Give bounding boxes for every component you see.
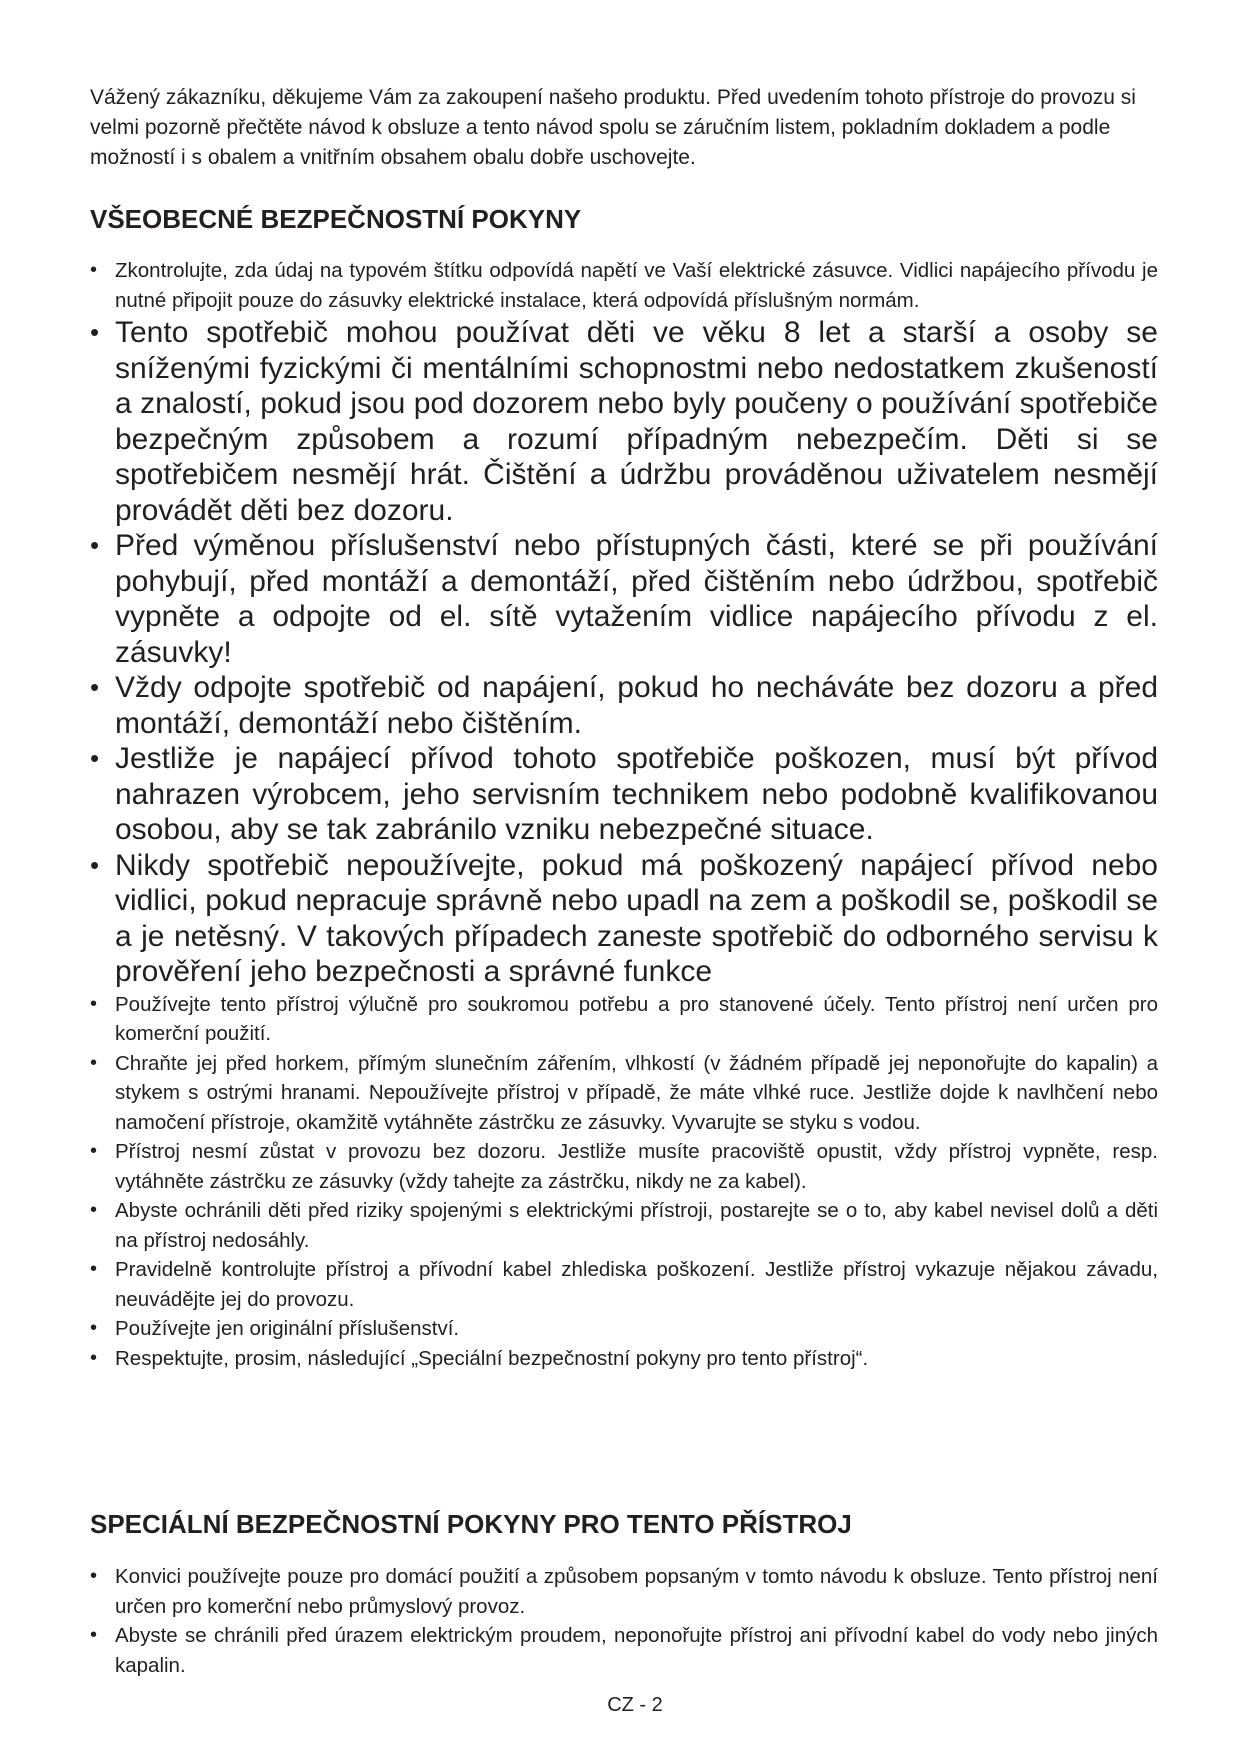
list-item: • Přístroj nesmí zůstat v provozu bez dozoru. Jestliže musíte pracoviště opustit, vždy přístroj vypněte, resp. vytáhněte zástrčku ze zásuvky (vždy tahejte za zástrčku, nikdy ne za kabel).: [90, 1137, 1158, 1196]
list-item: • Před výměnou příslušenství nebo přístupných části, které se při používání pohybují, před montáží a demontáží, před čištěním nebo údržbou, spotřebič vypněte a odpojte od el. sítě vytažením vidlice napájecího přívodu z el. zásuvky!: [90, 529, 1158, 669]
list-item: • Používejte tento přístroj výlučně pro soukromou potřebu a pro stanovené účely. Tento přístroj není určen pro komerční použití.: [90, 990, 1158, 1049]
intro-paragraph: Vážený zákazníku, děkujeme Vám za zakoupení našeho produktu. Před uvedením tohoto přístroje do provozu si velmi pozorně přečtěte návod k obsluze a tento návod spolu se záručním listem, pokladním dokladem a podle možností i s obalem a vnitřním obsahem obalu dobře uschovejte.: [90, 86, 1136, 169]
bullet-icon: •: [90, 1317, 98, 1339]
list-item: • Tento spotřebič mohou používat děti ve věku 8 let a starší a osoby se sníženými fyzickými či mentálními schopnostmi nebo nedostatkem zkušeností a znalostí, pokud jsou pod dozorem nebo byly poučeny o používání spotřebiče bezpečným způsobem a rozumí případným nebezpečím. Děti si se spotřebičem nesmějí hrát. Čištění a údržbu prováděnou uživatelem nesmějí provádět děti bez dozoru.: [90, 316, 1158, 527]
list-item: • Konvici používejte pouze pro domácí použití a způsobem popsaným v tomto návodu k obsluze. Tento přístroj není určen pro komerční nebo průmyslový provoz.: [90, 1562, 1158, 1621]
bullet-icon: •: [90, 849, 100, 880]
bullet-icon: •: [90, 1199, 98, 1221]
list-item: • Abyste ochránili děti před riziky spojenými s elektrickými přístroji, postarejte se o to, aby kabel nevisel dolů a děti na přístroj nedosáhly.: [90, 1196, 1158, 1255]
bullet-icon: •: [90, 1258, 98, 1280]
bullet-icon: •: [90, 317, 100, 347]
bullet-icon: •: [90, 1624, 98, 1646]
list-item: • Používejte jen originální příslušenství.: [90, 1314, 1158, 1344]
list-item: • Abyste se chránili před úrazem elektrickým proudem, neponořujte přístroj ani přívodní kabel do vody nebo jiných kapalin.: [90, 1621, 1158, 1680]
list-item: • Chraňte jej před horkem, přímým slunečním zářením, vlhkostí (v žádném případě jej neponořujte do kapalin) a stykem s ostrými hranami. Nepoužívejte přístroj v případě, že máte vlhké ruce. Jestliže dojde k navlhčení nebo namočení přístroje, okamžitě vytáhněte zástrčku ze zásuvky. Vyvarujte se styku s vodou.: [90, 1049, 1158, 1138]
list-item: • Nikdy spotřebič nepoužívejte, pokud má poškozený napájecí přívod nebo vidlici, pokud nepracuje správně nebo upadl na zem a poškodil se, poškodil se a je netěsný. V takových případech zaneste spotřebič do odborného servisu k prověření jeho bezpečnosti a správné funkce: [90, 848, 1158, 988]
bullet-icon: •: [90, 1565, 98, 1587]
list-item: • Vždy odpojte spotřebič od napájení, pokud ho necháváte bez dozoru a před montáží, demontáží nebo čištěním.: [90, 671, 1158, 740]
list-item: • Pravidelně kontrolujte přístroj a přívodní kabel zhlediska poškození. Jestliže přístroj vykazuje nějakou závadu, neuvádějte jej do provozu.: [90, 1255, 1158, 1314]
bullet-icon: •: [90, 530, 100, 560]
bullet-icon: •: [90, 1051, 98, 1074]
list-item: • Jestliže je napájecí přívod tohoto spotřebiče poškozen, musí být přívod nahrazen výrobcem, jeho servisním technikem nebo podobně kvalifikovanou osobou, aby se tak zabránilo vzniku nebezpečné situace.: [90, 742, 1158, 846]
page-number: CZ - 2: [607, 1694, 663, 1716]
list-item: • Zkontrolujte, zda údaj na typovém štítku odpovídá napětí ve Vaší elektrické zásuvce. Vidlici napájecího přívodu je nutné připojit pouze do zásuvky elektrické instalace, která odpovídá příslušným normám.: [90, 256, 1158, 315]
bullet-icon: •: [90, 743, 100, 773]
special-safety-list: [90, 1562, 1158, 1680]
bullet-icon: •: [90, 1140, 98, 1162]
section-heading-general-safety: VŠEOBECNÉ BEZPEČNOSTNÍ POKYNY: [90, 204, 582, 234]
bullet-icon: •: [90, 259, 98, 281]
list-item: • Respektujte, prosim, následující „Speciální bezpečnostní pokyny pro tento přístroj“.: [90, 1344, 1158, 1374]
section-heading-special-safety: SPECIÁLNÍ BEZPEČNOSTNÍ POKYNY PRO TENTO PŘÍSTROJ: [90, 1509, 852, 1539]
bullet-icon: •: [90, 992, 98, 1015]
bullet-icon: •: [90, 1346, 98, 1369]
bullet-icon: •: [90, 672, 100, 702]
general-safety-list: [90, 256, 1158, 1373]
